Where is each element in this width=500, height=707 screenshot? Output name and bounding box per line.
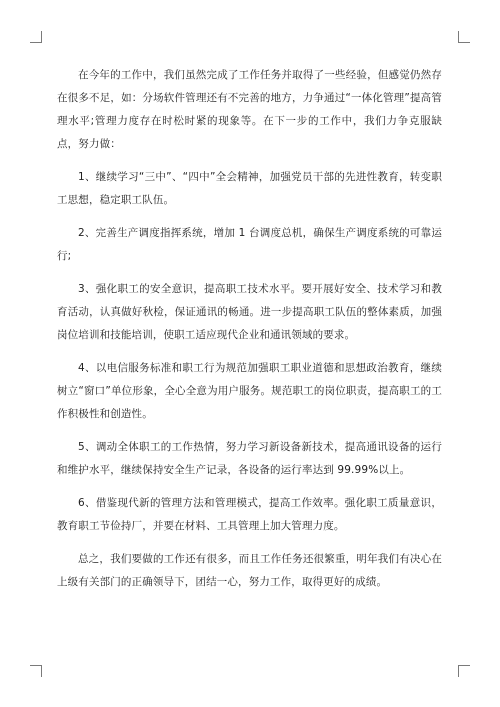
conclusion-paragraph: 总之，我们要做的工作还有很多，而且工作任务还很繁重，明年我们有决心在上级有关部门的正确领导下，团结一心，努力工作，取得更好的成绩。 bbox=[57, 553, 442, 588]
crop-mark-top-right bbox=[458, 31, 470, 43]
item-paragraph-3: 3、强化职工的安全意识，提高职工技术水平。要开展好安全、技术学习和教育活动，认真做好秋检，保证通讯的畅通。进一步提高职工队伍的整体素质，加强岗位培训和技能培训，使职工适应现代企业和通讯领域的要求。 bbox=[57, 283, 442, 341]
item-paragraph-2: 2、完善生产调度指挥系统，增加 1 台调度总机，确保生产调度系统的可靠运行; bbox=[57, 227, 442, 262]
item-paragraph-4: 4、以电信服务标准和职工行为规范加强职工职业道德和思想政治教育，继续树立“窗口”单位形象，全心全意为用户服务。规范职工的岗位职责，提高职工的工作积极性和创造性。 bbox=[57, 362, 442, 420]
crop-mark-bottom-left bbox=[30, 665, 42, 677]
crop-mark-bottom-right bbox=[458, 665, 470, 677]
item-paragraph-6: 6、借鉴现代新的管理方法和管理模式，提高工作效率。强化职工质量意识，教育职工节俭持厂，并要在材料、工具管理上加大管理力度。 bbox=[57, 497, 442, 532]
intro-paragraph: 在今年的工作中，我们虽然完成了工作任务并取得了一些经验，但感觉仍然存在很多不足，如：分场软件管理还有不完善的地方，力争通过“一体化管理”提高管理水平;管理力度存在时松时紧的现象等。在下一步的工作中，我们力争克服缺点，努力做： bbox=[57, 69, 442, 150]
item-paragraph-1: 1、继续学习“三中”、“四中”全会精神，加强党员干部的先进性教育，转变职工思想，稳定职工队伍。 bbox=[57, 171, 442, 206]
crop-mark-top-left bbox=[30, 31, 42, 43]
item-paragraph-5: 5、调动全体职工的工作热情，努力学习新设备新技术，提高通讯设备的运行和维护水平，继续保持安全生产记录，各设备的运行率达到 99.99%以上。 bbox=[57, 441, 442, 476]
document-body bbox=[57, 64, 442, 604]
